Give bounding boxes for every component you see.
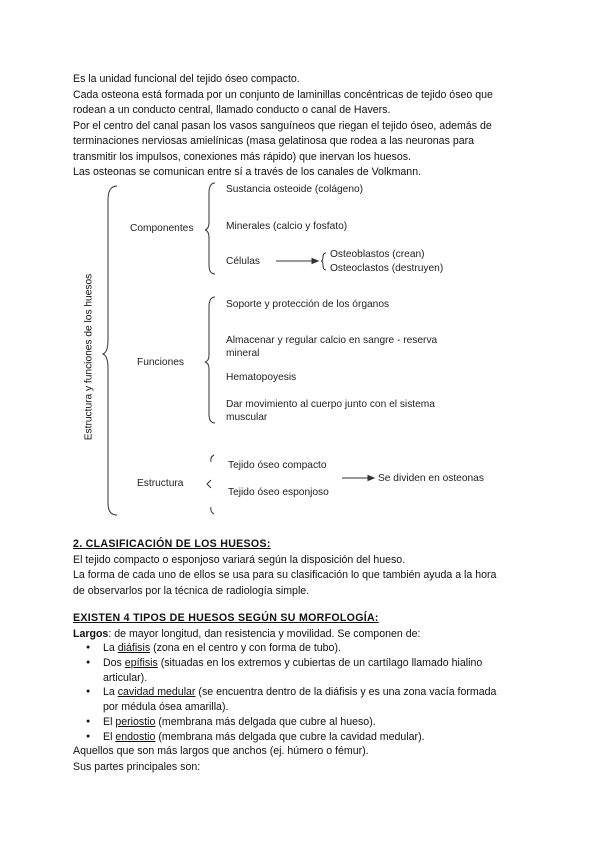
largos-parts-list: [73, 641, 496, 745]
intro-line: Cada osteona está formada por un conjunto de laminillas concéntricas de tejido óseo que: [73, 88, 493, 101]
diagram-root-label: Estructura y funciones de los huesos: [83, 273, 95, 441]
funciones-item: Hematopoyesis: [226, 372, 297, 383]
intro-line: Por el centro del canal pasan los vasos sanguíneos que riegan el tejido óseo, además de: [73, 119, 492, 132]
componentes-item: Células: [226, 256, 260, 267]
intro-line: terminaciones nerviosas amielínicas (masa gelatinosa que rodea a las neuronas para: [73, 135, 475, 147]
funciones-item: muscular: [226, 412, 268, 423]
estructura-brace: [211, 507, 214, 514]
funciones-item: Almacenar y regular calcio en sangre - reserva: [226, 335, 438, 346]
root-brace: [103, 186, 117, 515]
funciones-brace: [205, 297, 215, 423]
intro-line: Las osteonas se comunican entre sí a través de los canales de Volkmann.: [73, 166, 422, 178]
cells-brace: [321, 253, 326, 270]
largos-line: [73, 627, 533, 643]
funciones-item: Soporte y protección de los órganos: [226, 299, 390, 310]
componentes-item: Minerales (calcio y fosfato): [226, 221, 348, 232]
largos-label: Largos: [73, 627, 109, 640]
intro-line: rodean a un conducto central, llamado conducto o canal de Havers.: [73, 104, 391, 116]
cells-arrow-head: [312, 259, 318, 264]
componentes-item: Sustancia osteoide (colágeno): [226, 184, 364, 195]
list-item: ● La cavidad medular (se encuentra dentro de la diáfisis y es una zona vacía formada por médula ósea amarilla).: [73, 685, 496, 715]
section2-heading: 2. CLASIFICACIÓN DE LOS HUESOS:: [73, 538, 271, 550]
section3-heading: EXISTEN 4 TIPOS DE HUESOS SEGÚN SU MORFOLOGÍA:: [73, 612, 379, 624]
funciones-label: Funciones: [137, 357, 185, 368]
estructura-arrow-head: [368, 476, 374, 481]
estructura-label: Estructura: [137, 478, 184, 489]
cells-item: Osteoblastos (crean): [330, 249, 425, 260]
list-item: ● El endostio (membrana más delgada que cubre la cavidad medular).: [73, 730, 496, 745]
section2-line: El tejido compacto o esponjoso variará según la disposición del hueso.: [73, 553, 406, 566]
intro-line: Es la unidad funcional del tejido óseo compacto.: [73, 73, 300, 85]
after-line: Sus partes principales son:: [73, 760, 201, 773]
estructura-brace: [207, 480, 211, 488]
funciones-item: Dar movimiento al cuerpo junto con el sistema: [226, 399, 435, 410]
list-item: ● Dos epífisis (situadas en los extremos y cubiertas de un cartílago llamado hialino articular).: [73, 656, 496, 686]
section2-line: de observarlos por la técnica de radiología simple.: [73, 584, 310, 597]
section3: [73, 611, 533, 642]
estructura-brace: [211, 455, 214, 462]
section2-line: La forma de cada uno de ellos se usa para su clasificación lo que también ayuda a la hora: [73, 569, 497, 581]
cells-item: Osteoclastos (destruyen): [330, 263, 444, 274]
list-item: ● El periostio (membrana más delgada que cubre al hueso).: [73, 715, 496, 730]
funciones-item: mineral: [226, 348, 260, 359]
componentes-brace: [205, 183, 215, 274]
section2: [73, 537, 533, 599]
largos-text: : de mayor longitud, dan resistencia y movilidad. Se componen de:: [108, 627, 421, 640]
intro-line: transmitir los impulsos, conexiones más rápido) que inervan los huesos.: [73, 150, 411, 163]
after-line: Aquellos que son más largos que anchos (ej. húmero o fémur).: [73, 745, 369, 757]
estructura-item: Tejido óseo esponjoso: [228, 487, 329, 498]
componentes-label: Componentes: [130, 223, 194, 234]
estructura-result: Se dividen en osteonas: [378, 473, 484, 484]
estructura-item: Tejido óseo compacto: [228, 460, 327, 471]
section3-after: [73, 744, 533, 775]
list-item: ● La diáfisis (zona en el centro y con forma de tubo).: [73, 641, 496, 656]
